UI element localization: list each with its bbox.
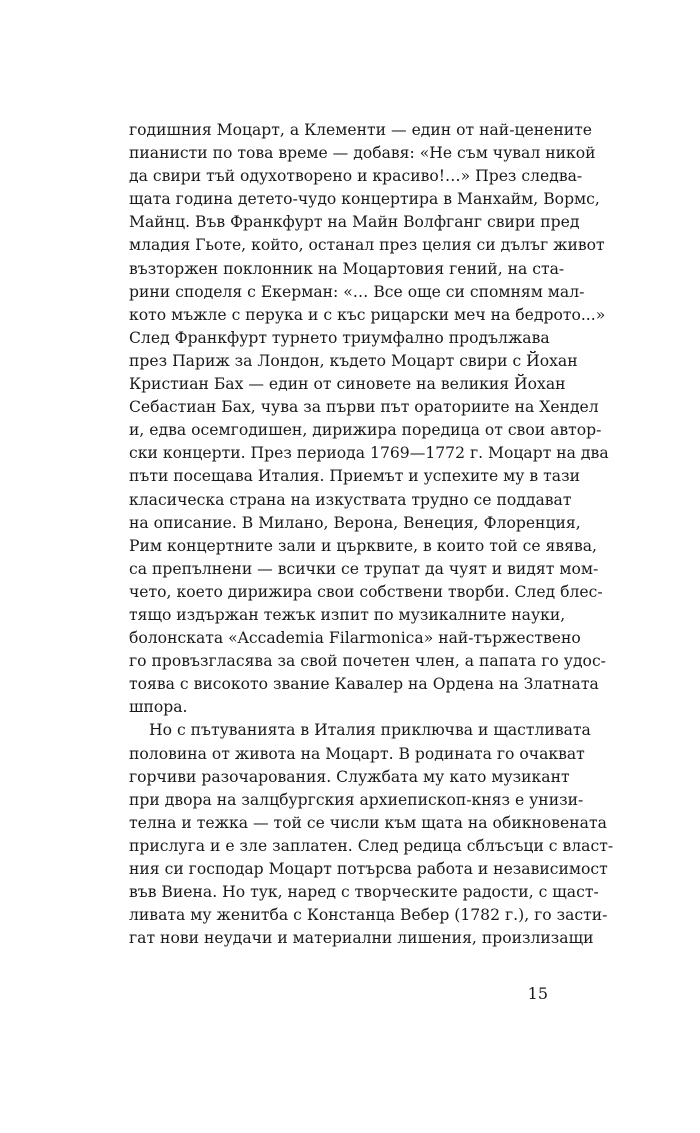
text-line: през Париж за Лондон, където Моцарт свири с Йохан [129,351,578,370]
text-line: възторжен поклонник на Моцартовия гений, на ста- [129,259,565,278]
text-line: Себастиан Бах, чува за първи път ораториите на Хендел [129,398,599,417]
text-line: на описание. В Милано, Верона, Венеция, Флоренция, [129,513,581,532]
text-line: пианисти по това време — добавя: «Не съм чувал никой [129,144,596,163]
text-line: ния си господар Моцарт потърсва работа и независимост [129,860,608,878]
text-line: да свири тъй одухотворено и красиво!…» През следва- [129,167,583,186]
text-line: След Франкфурт турнето триумфално продължава [129,328,550,347]
text-line: шпора. [129,698,188,717]
text-line: ски концерти. През периода 1769—1772 г. Моцарт на два [129,444,609,463]
text-line: Но с пътуванията в Италия приключва и щастливата [149,721,591,740]
text-line: са препълнени — всички се трупат да чуят и видят мом- [129,559,599,578]
text-line: ливата му женитба с Констанца Вебер (1782 г.), го засти- [129,906,608,925]
text-line: класическа страна на изкуствата трудно се поддават [129,490,572,509]
text-line: телна и тежка — той се числи към щата на обикновената [129,813,607,832]
text-line: Майнц. Във Франкфурт на Майн Волфганг свири пред [129,213,580,232]
text-line: го провъзгласява за свой почетен член, а папата го удос- [129,652,606,671]
text-line: при двора на залцбургския архиепископ-княз е унизи- [129,790,584,809]
page-number: 15 [527,984,548,1003]
text-line: прислуга и е зле заплатен. След редица сблъсъци с власт- [129,836,614,855]
text-line: тоява с високото звание Кавалер на Ордена на Златната [129,675,599,694]
paragraph [129,719,614,950]
text-line: щата година детето-чудо концертира в Манхайм, Вормс, [129,190,600,209]
text-line: пъти посещава Италия. Приемът и успехите му в тази [129,467,580,486]
text-line: младия Гьоте, който, останал през целия си дълъг живот [129,236,605,255]
text-line: гат нови неудачи и материални лишения, произлизащи [129,929,594,948]
text-line: чето, което дирижира свои собствени творби. След блес- [129,582,603,601]
text-line: половина от живота на Моцарт. В родината го очакват [129,744,585,763]
text-line: Рим концертните зали и църквите, в които той се явява, [129,536,597,555]
text-line: болонската «Accademia Filarmonica» най-тържествено [129,629,581,648]
text-line: рини споделя с Екерман: «… Все още си спомням мал- [129,282,585,301]
text-line: кото мъжле с перука и с къс рицарски меч на бедрото...» [129,305,606,324]
text-line: горчиви разочарования. Службата му като музикант [129,767,570,786]
text-line: Кристиан Бах — един от синовете на великия Йохан [129,375,566,394]
text-line: тящо издържан тежък изпит по музикалните науки, [129,605,566,624]
text-line: и, едва осемгодишен, дирижира поредица от свои автор- [129,421,602,440]
text-line: във Виена. Но тук, наред с творческите радости, с щаст- [129,883,599,902]
text-line: годишния Моцарт, а Клементи — един от най-ценените [129,121,592,139]
body-text [129,119,614,950]
paragraph [129,119,609,719]
